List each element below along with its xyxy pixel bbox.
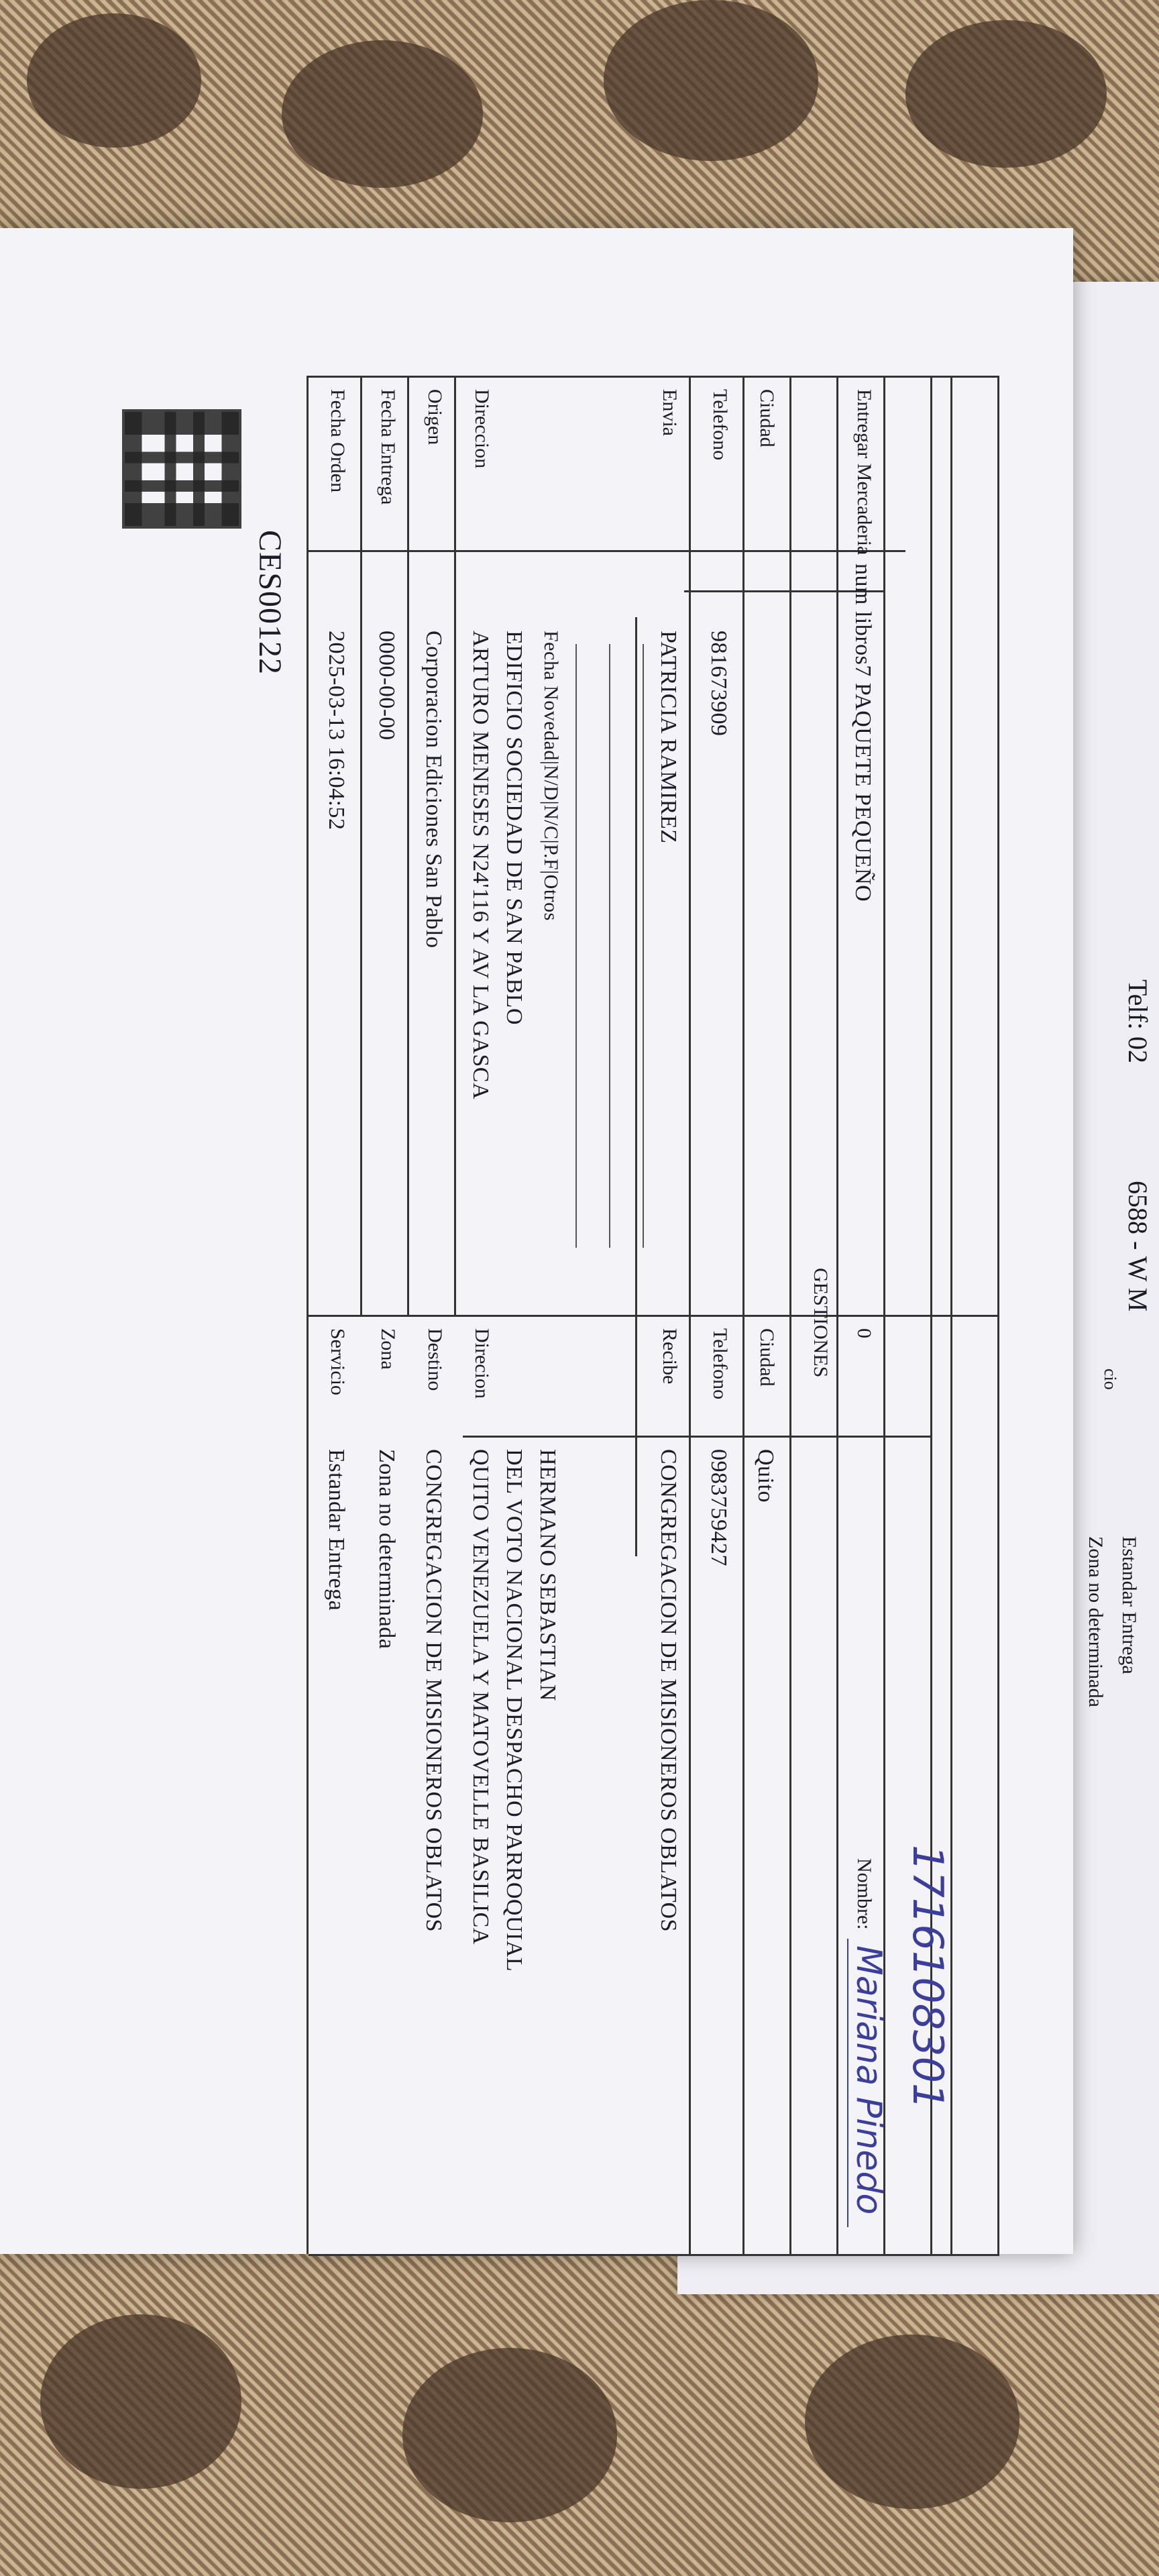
direccion-dest-line-2: DEL VOTO NACIONAL DESPACHO PARROQUIAL <box>502 1449 527 1972</box>
fabric-pattern <box>604 0 818 161</box>
fabric-pattern <box>282 40 483 188</box>
order-code: CES00122 <box>252 530 288 676</box>
gestiones-count: 0 <box>853 1328 875 1338</box>
ciudad-dest-value: Quito <box>753 1449 778 1503</box>
middle-divider <box>463 1436 932 1438</box>
novedad-blank <box>643 644 644 1248</box>
recibe-value: CONGREGACION DE MISIONEROS OBLATOS <box>656 1449 681 1933</box>
back-servicio: Estandar Entrega <box>1118 1536 1140 1674</box>
origen-label: Origen <box>424 389 446 445</box>
envia-label: Envia <box>659 389 681 436</box>
signature-line <box>847 1939 848 2227</box>
table-border <box>309 376 999 378</box>
direccion-dest-line-1: QUITO VENEZUELA Y MATOVELLE BASILICA <box>468 1449 493 1945</box>
delivery-form <box>34 349 1040 2294</box>
row-line <box>360 376 362 1315</box>
mercaderia-label: Entregar Mercaderia <box>853 389 875 555</box>
delivery-slip <box>0 228 1073 2254</box>
fabric-pattern <box>27 13 201 148</box>
fecha-orden-label: Fecha Orden <box>327 389 349 493</box>
direccion-dest-line-3: HERMANO SEBASTIAN <box>535 1449 560 1701</box>
telefono-label: Telefono <box>709 389 731 461</box>
telefono-dest-label: Telefono <box>709 1328 731 1400</box>
direccion-line-1: ARTURO MENESES N24'116 Y AV LA GASCA <box>468 631 493 1100</box>
envia-value: PATRICIA RAMIREZ <box>656 631 681 844</box>
back-telephone-fragment: 6588 - W M <box>1123 1181 1153 1312</box>
fabric-pattern <box>40 2314 241 2489</box>
destino-label: Destino <box>424 1328 446 1391</box>
telefono-dest-value: 0983759427 <box>706 1449 731 1566</box>
back-corner-text: cio <box>1101 1368 1120 1390</box>
fabric-pattern <box>805 2334 1019 2509</box>
zona-value: Zona no determinada <box>374 1449 399 1650</box>
ciudad-label: Ciudad <box>756 389 778 447</box>
form-table <box>34 349 1040 2294</box>
row-line <box>407 376 409 1315</box>
middle-divider <box>309 1315 999 1317</box>
destino-value: CONGREGACION DE MISIONEROS OBLATOS <box>421 1449 446 1933</box>
fecha-orden-value: 2025-03-13 16:04:52 <box>324 631 349 830</box>
direccion-dest-label: Direcion <box>471 1328 493 1399</box>
fecha-entrega-value: 0000-00-00 <box>374 631 399 741</box>
novedad-blank <box>609 644 610 1248</box>
zona-label: Zona <box>377 1328 399 1370</box>
back-telephone: Telf: 02 <box>1123 979 1153 1063</box>
novedad-blank <box>575 644 577 1248</box>
fecha-novedad: Fecha Novedad|N/D|N/C|P.F|Otros <box>540 631 562 921</box>
fecha-entrega-label: Fecha Entrega <box>377 389 399 505</box>
gestiones-label: GESTIONES <box>810 1268 832 1378</box>
signature-name: Mariana Pinedo <box>848 1945 889 2215</box>
back-zona: Zona no determinada <box>1085 1536 1107 1707</box>
label-divider <box>309 550 905 552</box>
fabric-pattern <box>905 20 1107 168</box>
fabric-pattern <box>402 2348 617 2522</box>
row-line <box>635 617 637 1556</box>
table-border <box>309 2254 999 2256</box>
nombre-label: Nombre: <box>853 1858 875 1930</box>
recibe-label: Recibe <box>659 1328 681 1385</box>
row-line <box>454 376 456 1315</box>
mercaderia-value: num libros7 PAQUETE PEQUEÑO <box>850 564 875 902</box>
servicio-label: Servicio <box>327 1328 349 1395</box>
telefono-value: 981673909 <box>706 631 731 737</box>
origen-value: Corporacion Ediciones San Pablo <box>421 631 446 949</box>
direccion-line-2: EDIFICIO SOCIEDAD DE SAN PABLO <box>502 631 527 1026</box>
direccion-label: Direccion <box>471 389 493 469</box>
servicio-value: Estandar Entrega <box>324 1449 349 1611</box>
ciudad-dest-label: Ciudad <box>756 1328 778 1387</box>
signature-id: 1716108301 <box>903 1845 952 2110</box>
